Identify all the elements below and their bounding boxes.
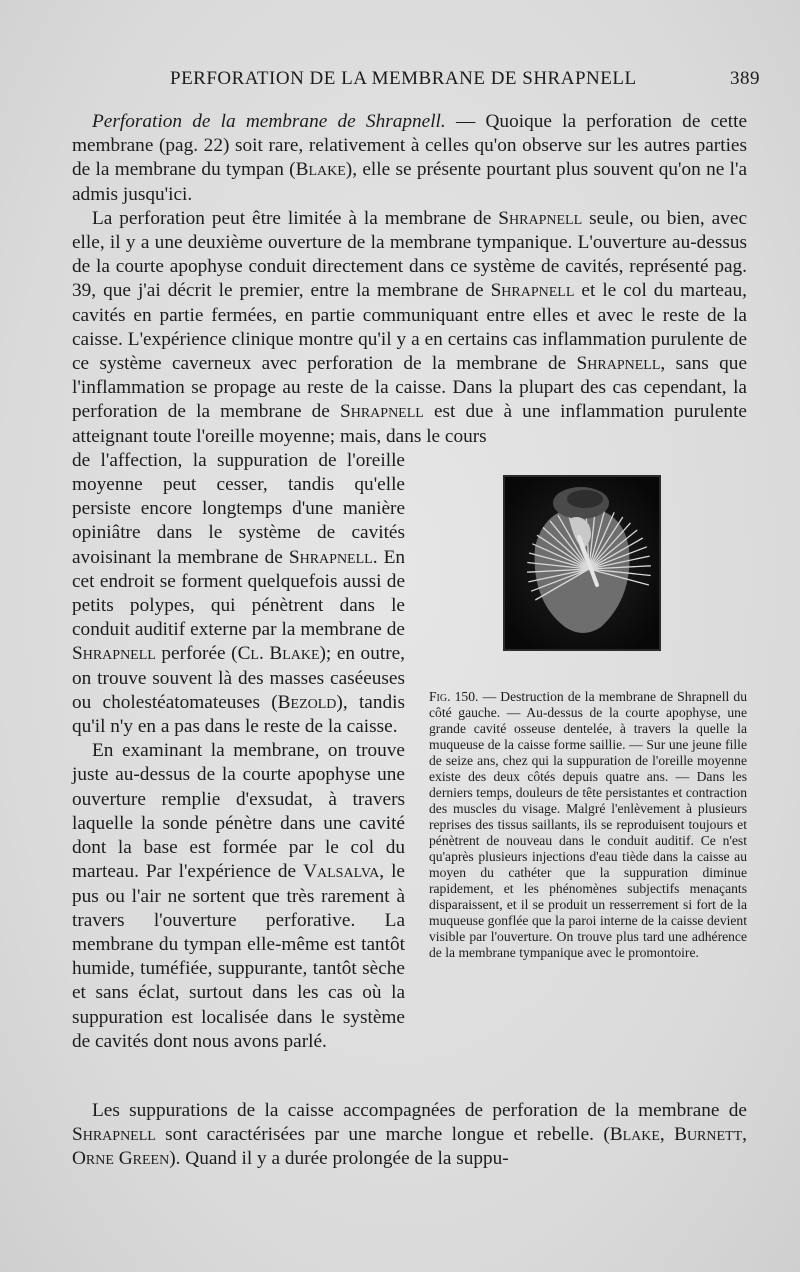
figure-block — [425, 453, 747, 1099]
paragraph-1: Perforation de la membrane de Shrapnell. — Quoique la perforation de cette membrane (pag. 22) soit rare, relativement à celles qu'on observe sur les autres parties de la membrane du tympan (Blake), elle se présente pourtant plus souvent qu'on ne l'a admis jusqu'ici. — [72, 111, 747, 205]
paragraph-2-continued: de l'affection, la suppuration de l'oreille moyenne peut cesser, tandis qu'elle persiste encore longtemps d'une manière opiniâtre dans le système de cavités avoisinant la membrane de Shrapnell. En cet endroit se forment quelquefois aussi de petits polypes, qui pénètrent dans le conduit auditif externe par la membrane de Shrapnell perforée (Cl. Blake); en outre, on trouve souvent là des masses caséeuses ou cholestéatomateuses (Bezold), tandis qu'il n'y en a pas dans le reste de la caisse. — [72, 449, 405, 738]
eardrum-illustration — [505, 477, 659, 649]
figure-150-image — [503, 475, 661, 651]
figure-caption — [425, 689, 747, 961]
figure-label: Fig. 150. — [429, 688, 479, 704]
page-header — [70, 68, 760, 98]
page-number: 389 — [730, 68, 760, 89]
body-text — [72, 110, 747, 1171]
paragraph-4: Les suppurations de la caisse accompagnées de perforation de la membrane de Shrapnell sont caractérisées par une marche longue et rebelle. (Blake, Burnett, Orne Green). Quand il y a durée prolongée de la suppu- — [72, 1099, 747, 1170]
paragraph-3: En examinant la membrane, on trouve juste au-dessus de la courte apophyse une ouverture remplie d'exsudat, à travers laquelle la sonde pénètre dans une cavité dont la base est formée par le col du marteau. Par l'expérience de Valsalva, le pus ou l'air ne sortent que très rarement à travers l'ouverture perforative. La membrane du tympan elle-même est tantôt humide, tuméfiée, suppurante, tantôt sèche et sans éclat, surtout dans les cas où la suppuration est localisée dans le système de cavités dont nous avons parlé. — [72, 740, 405, 1052]
running-title: PERFORATION DE LA MEMBRANE DE SHRAPNELL — [170, 68, 637, 89]
section-heading: Perforation de la membrane de Shrapnell. — [92, 111, 446, 132]
figure-caption-text: — Destruction de la membrane de Shrapnell du côté gauche. — Au-dessus de la courte apophyse, une grande cavité osseuse dentelée, à travers la quelle la muqueuse de la caisse forme saillie. — Sur une jeune fille de seize ans, chez qui la suppuration de l'oreille moyenne existe des deux côtés depuis quatre ans. — Dans les derniers temps, douleurs de tête persistantes et contraction des muscles du visage. Malgré l'enlèvement à plusieurs reprises des tissus saillants, ils se reproduisent toujours et pénètrent de nouveau dans le conduit auditif. Ce n'est qu'après plusieurs injections d'eau tiède dans la caisse au moyen du cathéter que la suppuration diminue rapidement, et les phénomènes subjectifs menaçants disparaissent, et il se produit un resserrement si fort de la muqueuse gonflée que la paroi interne de la caisse devient visible par l'ouverture. On trouve plus tard une adhérence de la membrane tympanique avec le promontoire. — [429, 688, 747, 960]
paragraph-2: La perforation peut être limitée à la membrane de Shrapnell seule, ou bien, avec elle, il y a une deuxième ouverture de la membrane tympanique. L'ouverture au-dessus de la courte apophyse conduit directement dans ce système de cavités, représenté pag. 39, que j'ai décrit le premier, entre la membrane de Shrapnell et le col du marteau, cavités en partie fermées, en partie communiquant entre elles et avec le reste de la caisse. L'expérience clinique montre qu'il y a en certains cas inflammation purulente de ce système caverneux avec perforation de la membrane de Shrapnell, sans que l'inflammation se propage au reste de la caisse. Dans la plupart des cas cependant, la perforation de la membrane de Shrapnell est due à une inflammation purulente atteignant toute l'oreille moyenne; mais, dans le cours — [72, 207, 748, 447]
